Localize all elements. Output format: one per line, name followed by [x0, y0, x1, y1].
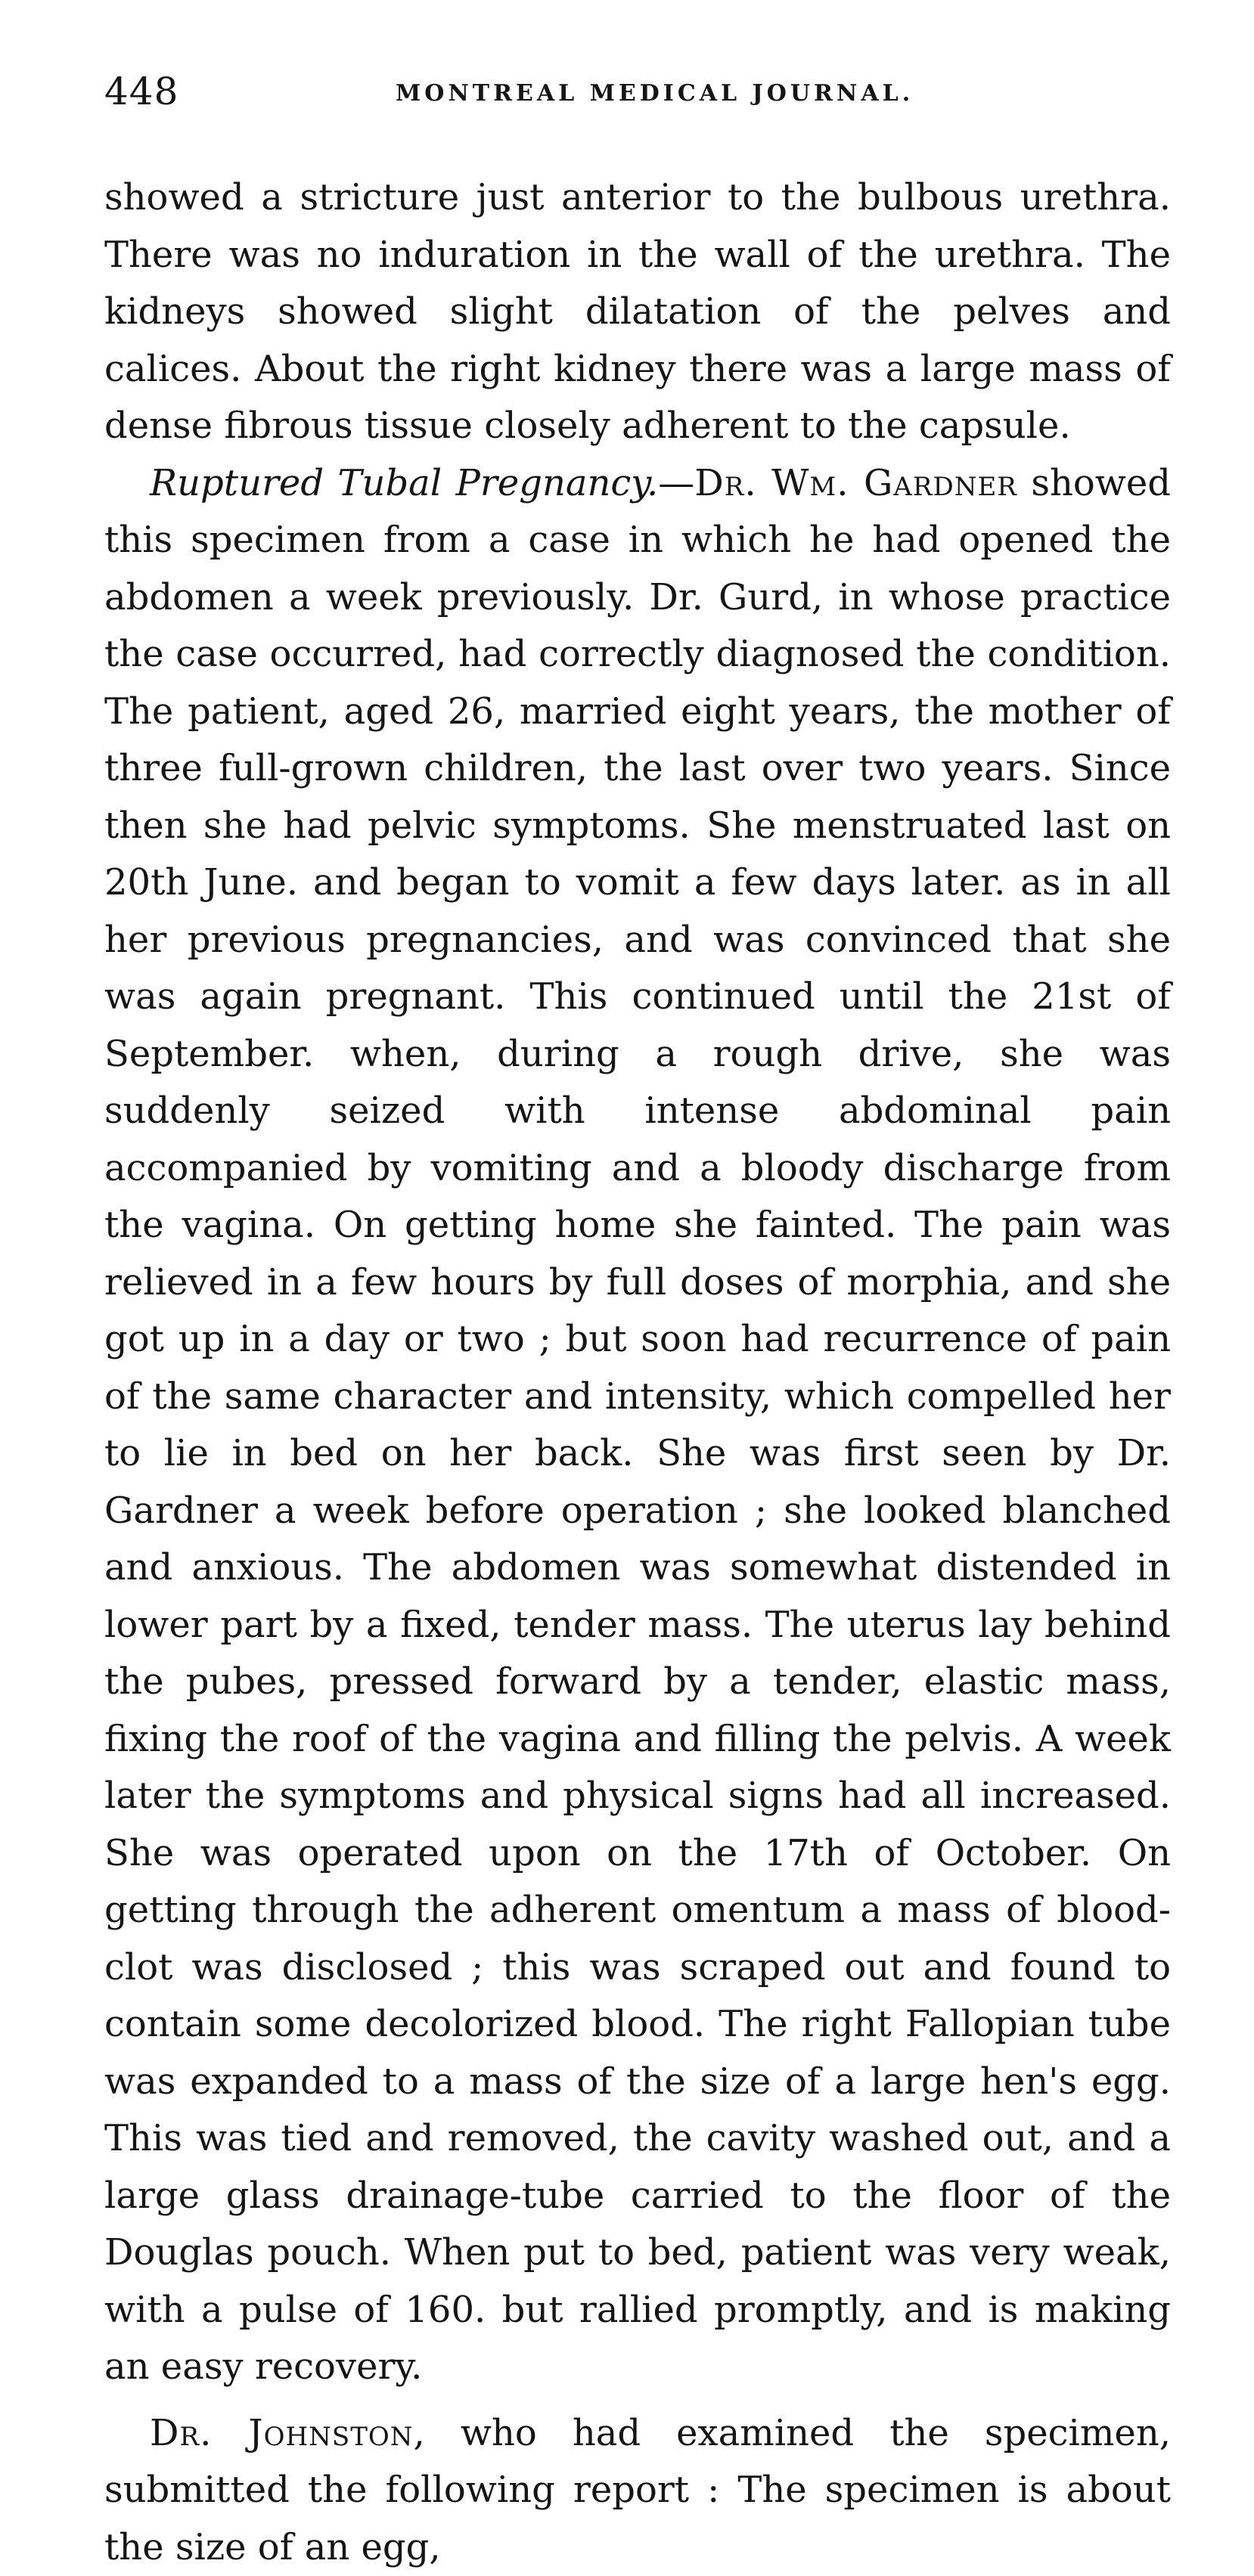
paragraph-ruptured-tubal-pregnancy	[104, 455, 1171, 2396]
paragraph-text: , who had examined the specimen, submitted the following report : The specimen is about the size of an egg,	[104, 2412, 1171, 2568]
paragraph-text: showed this specimen from a case in which he had opened the abdomen a week previously. Dr. Gurd, in whose practice the case occurred, had correctly diagnosed the condition. The patient, aged 26, married eight years, the mother of three full-grown children, the last over two years. Since then she had pelvic symptoms. She menstruated last on 20th June. and began to vomit a few days later. as in all her previous pregnancies, and was convinced that she was again pregnant. This continued until the 21st of September. when, during a rough drive, she was suddenly seized with intense abdominal pain accompanied by vomiting and a bloody discharge from the vagina. On getting home she fainted. The pain was relieved in a few hours by full doses of morphia, and she got up in a day or two ; but soon had recurrence of pain of the same character and intensity, which compelled her to lie in bed on her back. She was first seen by Dr. Gardner a week before operation ; she looked blanched and anxious. The abdomen was somewhat distended in lower part by a fixed, tender mass. The uterus lay behind the pubes, pressed forward by a tender, elastic mass, fixing the roof of the vagina and filling the pelvis. A week later the symptoms and physical signs had all increased. She was operated upon on the 17th of October. On getting through the adherent omentum a mass of blood-clot was disclosed ; this was scraped out and found to contain some decolorized blood. The right Fallopian tube was expanded to a mass of the size of a large hen's egg. This was tied and removed, the cavity washed out, and a large glass drainage-tube carried to the floor of the Douglas pouch. When put to bed, patient was very weak, with a pulse of 160. but rallied promptly, and is making an easy recovery.	[104, 462, 1171, 2388]
paragraph-urethra-kidneys	[104, 169, 1171, 455]
journal-page	[104, 70, 1171, 2576]
section-title: Ruptured Tubal Pregnancy.	[150, 462, 658, 504]
speaker-name: Dr. Wm. Gardner	[694, 462, 1017, 504]
paragraph-text: showed a stricture just anterior to the bulbous urethra. There was no induration in the wall of the urethra. The kidneys showed slight dilatation of the pelves and calices. About the right kidney there was a large mass of dense fibrous tissue closely adherent to the capsule.	[104, 176, 1171, 447]
running-head	[104, 70, 1171, 122]
title-dash: —	[658, 462, 694, 504]
speaker-name: Dr. Johnston	[150, 2412, 414, 2454]
article-body	[104, 169, 1171, 2576]
page-number: 448	[104, 70, 178, 113]
journal-title: MONTREAL MEDICAL JOURNAL.	[396, 80, 914, 107]
paragraph-johnston-report	[104, 2405, 1171, 2576]
